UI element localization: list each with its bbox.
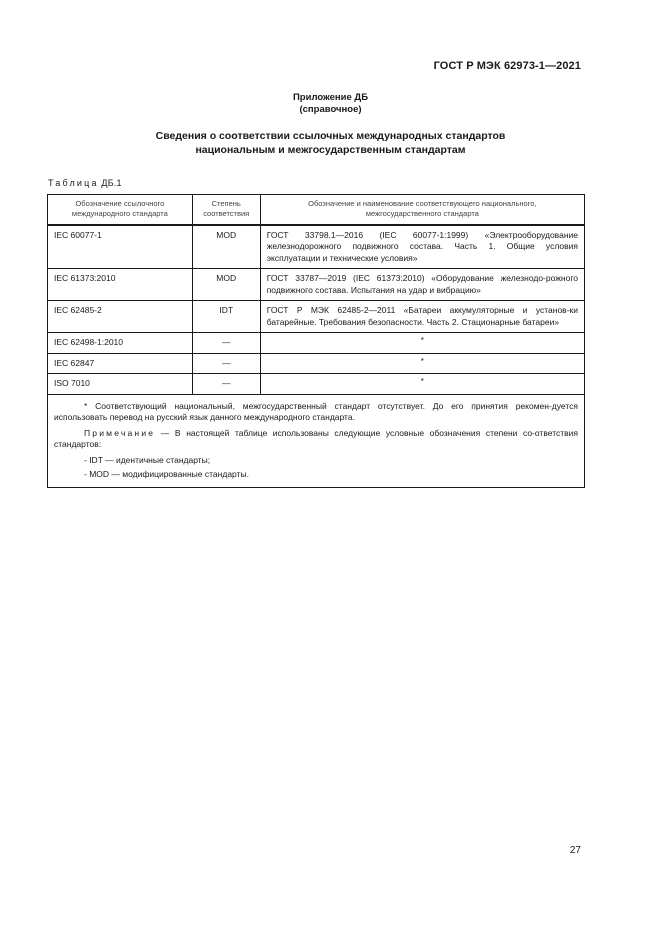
header-text: межгосударственного стандарта	[365, 209, 479, 219]
standard-id: ГОСТ Р МЭК 62973-1—2021	[433, 60, 581, 72]
page-title-line1: Сведения о соответствии ссылочных международных стандартов	[155, 130, 506, 142]
cell-degree: MOD	[192, 225, 260, 269]
table-header-row	[48, 195, 585, 225]
note	[54, 428, 578, 451]
note-text: — В настоящей таблице использованы следующие условные обозначения степени со-ответствия стандартов:	[54, 427, 578, 449]
table-label-prefix: Таблица	[48, 178, 99, 188]
header-text: соответствия	[203, 209, 250, 219]
table-row	[48, 333, 585, 354]
header-intl-standard	[48, 195, 193, 225]
note-item-idt: - IDT — идентичные стандарты;	[84, 454, 211, 465]
header-degree	[192, 195, 260, 225]
table-row	[48, 301, 585, 333]
note-item-mod: - MOD — модифицированные стандарты.	[84, 469, 249, 479]
page-title	[0, 129, 661, 157]
annex-subtitle: (справочное)	[299, 104, 362, 115]
table-notes	[48, 394, 585, 487]
header-text: Обозначение ссылочного	[75, 199, 165, 209]
cell-national: *	[260, 353, 584, 374]
annex-heading	[0, 92, 661, 116]
cell-intl: IEC 62485-2	[48, 301, 193, 333]
table-row	[48, 353, 585, 374]
table-notes-row	[48, 394, 585, 487]
header-text: международного стандарта	[71, 209, 168, 219]
cell-national: ГОСТ 33787—2019 (IEC 61373:2010) «Оборудование железнодо-рожного подвижного состава. Испытания на удар и вибрацию»	[260, 269, 584, 301]
cell-degree: —	[192, 374, 260, 395]
annex-title: Приложение ДБ	[292, 92, 369, 103]
cell-national: *	[260, 374, 584, 395]
table-row	[48, 374, 585, 395]
page-number: 27	[569, 845, 581, 856]
cell-intl: ISO 7010	[48, 374, 193, 395]
cell-intl: IEC 62847	[48, 353, 193, 374]
table-row	[48, 269, 585, 301]
cell-national: ГОСТ Р МЭК 62485-2—2011 «Батареи аккумуляторные и установ-ки батарейные. Требования безопасности. Часть 2. Стационарные батареи»	[260, 301, 584, 333]
table-label-number: ДБ.1	[101, 178, 122, 188]
cell-degree: —	[192, 353, 260, 374]
cell-national: *	[260, 333, 584, 354]
note-label: Примечание	[84, 427, 156, 438]
header-text: Обозначение и наименование соответствующего национального,	[308, 199, 537, 209]
correspondence-table	[47, 194, 585, 488]
header-national-standard	[260, 195, 584, 225]
cell-degree: —	[192, 333, 260, 354]
page-title-line2: национальным и межгосударственным стандартам	[195, 144, 466, 156]
cell-degree: MOD	[192, 269, 260, 301]
header-text: Степень	[211, 199, 241, 209]
footnote: * Соответствующий национальный, межгосударственный стандарт отсутствует. До его принятия рекомен-дуется использовать перевод на русский язык данного международного стандарта.	[54, 400, 578, 422]
table-row	[48, 225, 585, 269]
cell-intl: IEC 60077-1	[48, 225, 193, 269]
cell-intl: IEC 61373:2010	[48, 269, 193, 301]
cell-national: ГОСТ 33798.1—2016 (IEC 60077-1:1999) «Электрооборудование железнодорожного подвижного состава. Часть 1. Общие условия эксплуатации и технические условия»	[260, 225, 584, 269]
cell-degree: IDT	[192, 301, 260, 333]
table-label	[48, 178, 122, 188]
cell-intl: IEC 62498-1:2010	[48, 333, 193, 354]
